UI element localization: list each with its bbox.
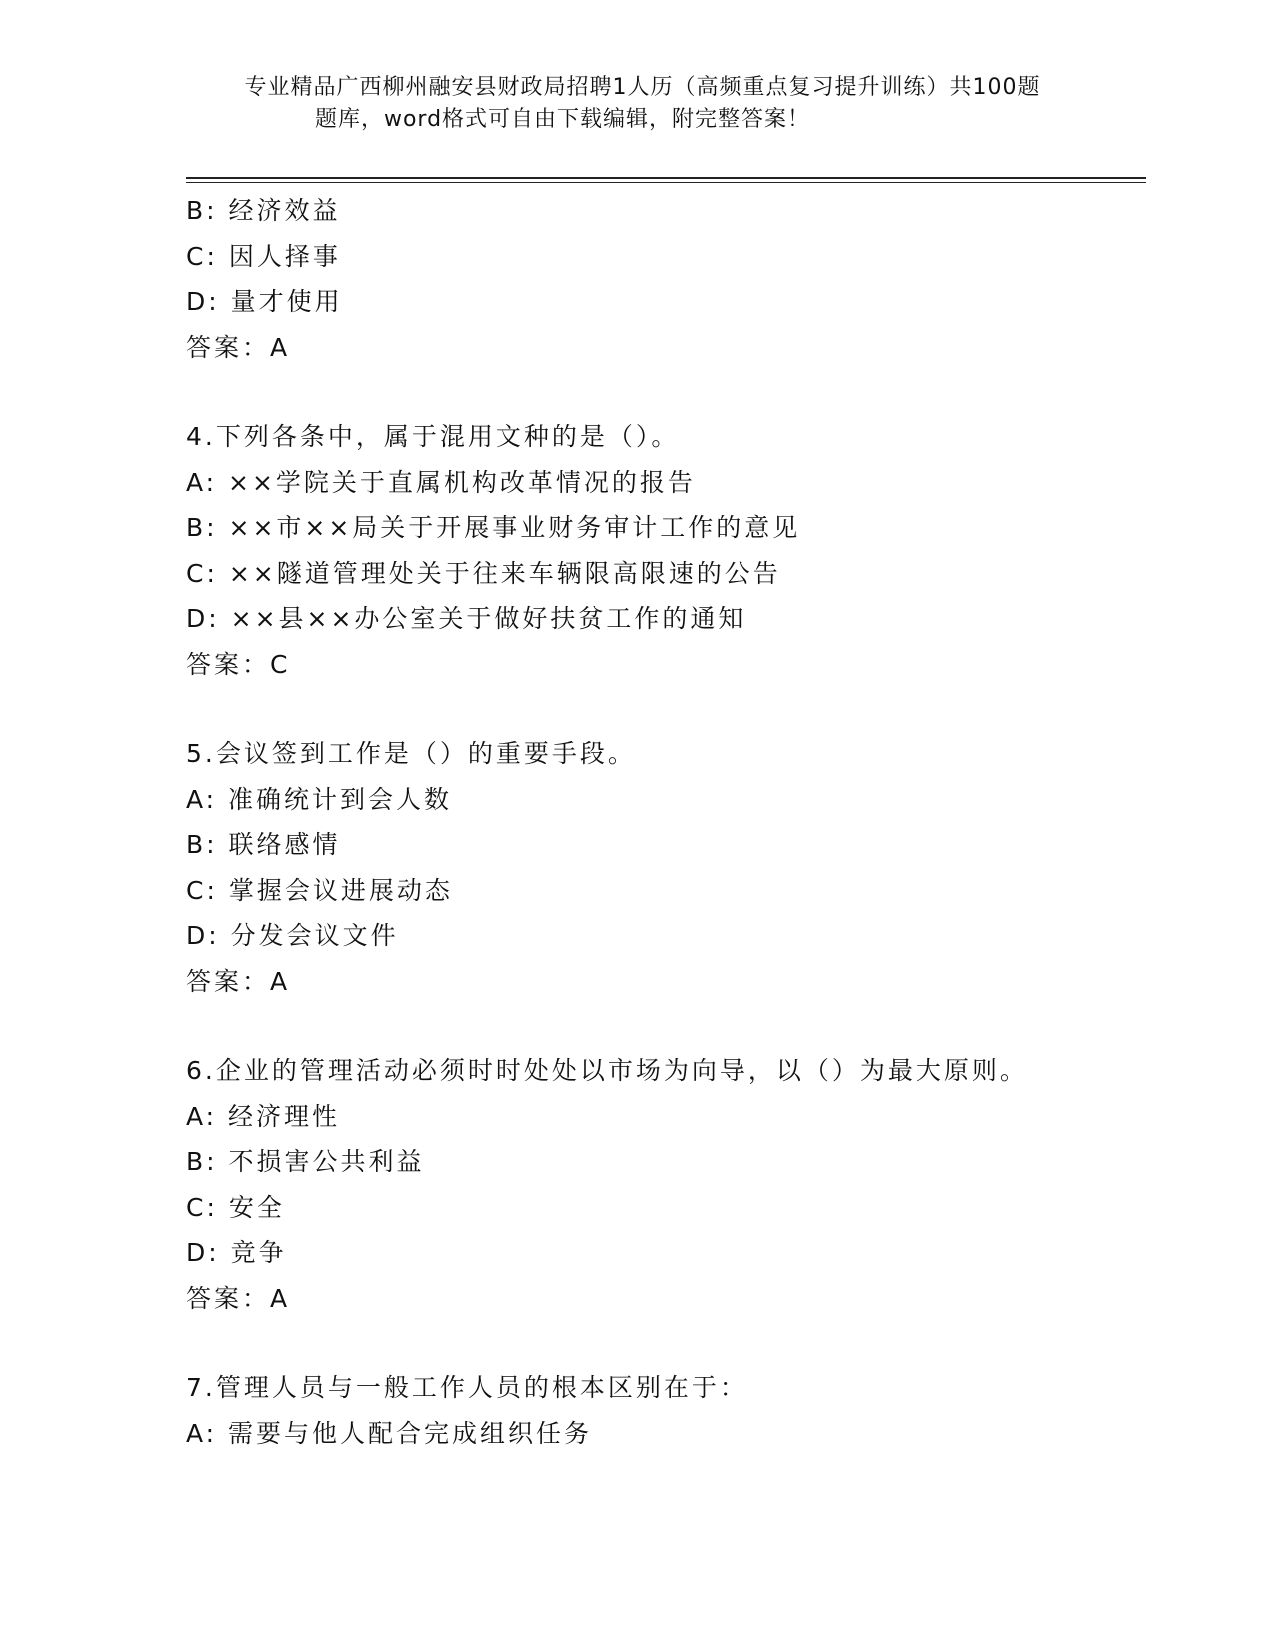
question-6-stem: 6.企业的管理活动必须时时处处以市场为向导，以（）为最大原则。: [186, 1056, 1028, 1085]
spacer: [186, 1004, 1146, 1048]
question-4: [186, 414, 1146, 687]
question-6-option-a: A: 经济理性: [186, 1101, 341, 1131]
question-7-option-a: A: 需要与他人配合完成组织任务: [186, 1418, 593, 1448]
question-4-option-c: C: ××隧道管理处关于往来车辆限高限速的公告: [186, 558, 781, 588]
question-5-option-b: B: 联络感情: [186, 830, 341, 859]
question-3-answer: 答案：A: [186, 332, 291, 362]
question-6-option-b: B: 不损害公共利益: [186, 1147, 425, 1176]
question-list: [186, 188, 1146, 1456]
question-5-answer: 答案：A: [186, 966, 291, 996]
question-5-option-d: D: 分发会议文件: [186, 921, 399, 950]
header-title-line-1: 专业精品广西柳州融安县财政局招聘1人历（高频重点复习提升训练）共100题: [244, 75, 1041, 100]
question-4-answer: 答案：C: [186, 649, 291, 679]
question-5: [186, 731, 1146, 1004]
question-3-option-d: D: 量才使用: [186, 287, 343, 316]
question-4-stem: 4.下列各条中，属于混用文种的是（）。: [186, 422, 680, 451]
question-5-stem: 5.会议签到工作是（）的重要手段。: [186, 739, 636, 768]
question-3-option-c: C: 因人择事: [186, 241, 341, 271]
question-3-option-b: B: 经济效益: [186, 196, 341, 225]
spacer: [186, 687, 1146, 731]
header-divider-thick: [186, 177, 1146, 179]
question-6-answer: 答案：A: [186, 1283, 291, 1313]
question-6-option-c: C: 安全: [186, 1192, 285, 1222]
header-title-line-2: 题库，word格式可自由下载编辑，附完整答案！: [314, 107, 811, 132]
question-5-option-a: A: 准确统计到会人数: [186, 784, 453, 814]
question-4-option-d: D: ××县××办公室关于做好扶贫工作的通知: [186, 604, 747, 633]
question-6: [186, 1048, 1146, 1321]
question-3-tail: [186, 188, 1146, 370]
document-header: [0, 72, 1275, 136]
question-4-option-a: A: ××学院关于直属机构改革情况的报告: [186, 467, 696, 497]
question-7-stem: 7.管理人员与一般工作人员的根本区别在于：: [186, 1373, 748, 1402]
spacer: [186, 1321, 1146, 1365]
question-6-option-d: D: 竞争: [186, 1238, 287, 1267]
spacer: [186, 370, 1146, 414]
question-4-option-b: B: ××市××局关于开展事业财务审计工作的意见: [186, 513, 801, 542]
question-5-option-c: C: 掌握会议进展动态: [186, 875, 453, 905]
header-divider-thin: [186, 182, 1146, 183]
question-7: [186, 1365, 1146, 1456]
